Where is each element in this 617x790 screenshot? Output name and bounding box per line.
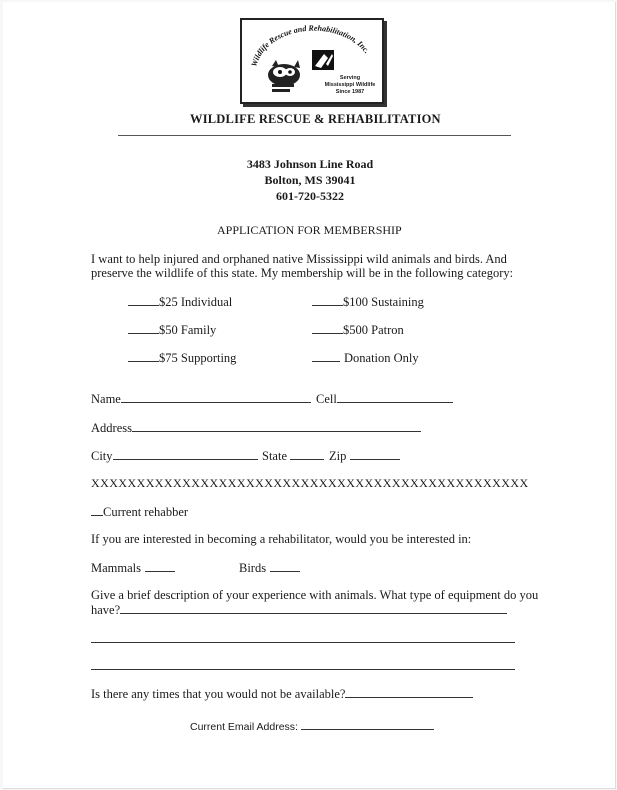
availability-field[interactable]: Is there any times that you would not be available? [91,686,473,702]
category-patron[interactable]: $500 Patron [312,322,404,338]
name-field[interactable]: Name [91,391,311,407]
category-supporting[interactable]: $75 Supporting [128,350,236,366]
city-input[interactable] [113,448,258,460]
logo-line1: Serving [339,75,361,81]
category-sustaining[interactable]: $100 Sustaining [312,294,424,310]
state-input[interactable] [290,448,324,460]
logo-line3: Since 1987 [335,89,365,95]
current-rehabber-field[interactable]: Current rehabber [91,504,188,520]
address-field[interactable]: Address [91,420,421,436]
checkbox-blank[interactable] [312,350,340,362]
svg-text:Wildlife Rescue and Rehabilita [249,24,371,68]
logo-line2: Mississippi Wildlife [324,82,376,88]
bird-icon [312,50,334,70]
email-input[interactable] [301,720,434,730]
logo-arc-text: Wildlife Rescue and Rehabilitation, Inc. [249,23,372,68]
cell-input[interactable] [337,391,453,403]
form-title: APPLICATION FOR MEMBERSHIP [217,223,402,237]
zip-field[interactable]: Zip [329,448,400,464]
address-line2: Bolton, MS 39041 [264,173,356,187]
organization-title: WILDLIFE RESCUE & REHABILITATION [190,112,441,126]
mammals-field[interactable]: Mammals [91,560,175,576]
city-field[interactable]: City [91,448,258,464]
category-donation[interactable]: Donation Only [312,350,419,366]
intro-line1: I want to help injured and orphaned native Mississippi wild animals and birds. And [91,252,507,266]
availability-input[interactable] [345,686,473,698]
email-field[interactable]: Current Email Address: [190,720,434,733]
state-field[interactable]: State [262,448,324,464]
raccoon-icon [268,60,300,92]
address-input[interactable] [132,420,421,432]
cell-field[interactable]: Cell [316,391,453,407]
category-family[interactable]: $50 Family [128,322,216,338]
experience-line1: Give a brief description of your experience with animals. What type of equipment do you [91,588,539,602]
address-line1: 3483 Johnson Line Road [246,157,374,171]
organization-logo [240,18,384,104]
current-rehabber-blank[interactable] [91,504,103,516]
experience-input-line3[interactable] [91,669,515,670]
zip-input[interactable] [350,448,400,460]
intro-line2: preserve the wildlife of this state. My membership will be in the following category: [91,266,514,280]
phone-number: 601-720-5322 [276,189,344,203]
birds-blank[interactable] [270,560,300,572]
checkbox-blank[interactable] [128,294,159,306]
category-individual[interactable]: $25 Individual [128,294,232,310]
name-input[interactable] [121,391,311,403]
birds-field[interactable]: Birds [239,560,300,576]
document-page [3,2,616,789]
experience-input-line2[interactable] [91,642,515,643]
experience-field[interactable]: have? [91,602,507,618]
checkbox-blank[interactable] [312,322,343,334]
experience-input-line1[interactable] [120,602,507,614]
x-separator: XXXXXXXXXXXXXXXXXXXXXXXXXXXXXXXXXXXXXXXXXXXXXXXX [91,476,529,490]
title-divider [118,135,511,136]
checkbox-blank[interactable] [312,294,343,306]
rehab-question: If you are interested in becoming a rehabilitator, would you be interested in: [91,532,472,546]
checkbox-blank[interactable] [128,322,159,334]
mammals-blank[interactable] [145,560,175,572]
checkbox-blank[interactable] [128,350,159,362]
